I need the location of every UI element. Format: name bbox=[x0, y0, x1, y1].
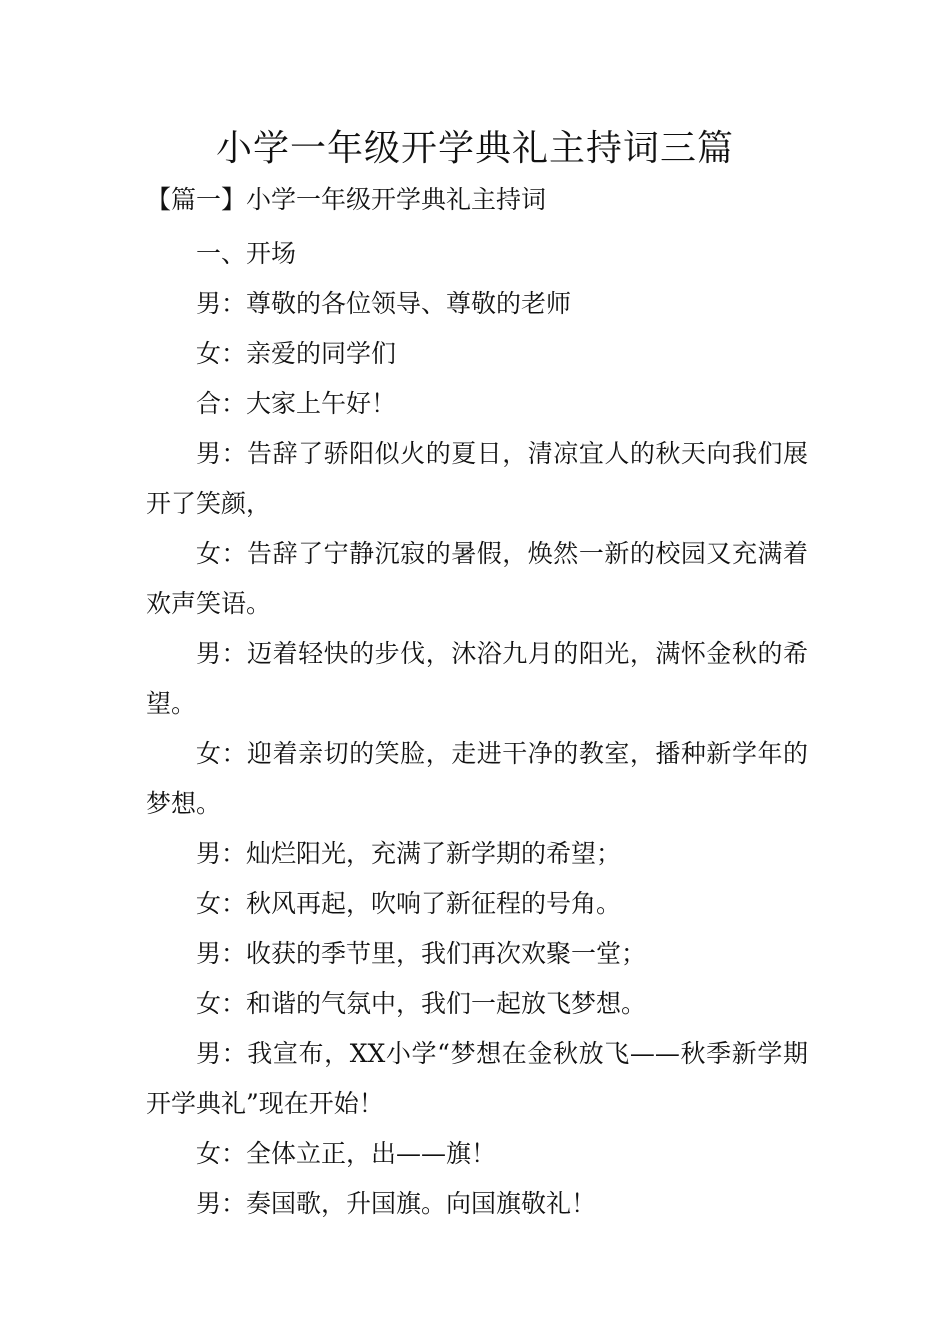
paragraph: 男：迈着轻快的步伐，沐浴九月的阳光，满怀金秋的希望。 bbox=[146, 639, 808, 718]
paragraph: 男：奏国歌，升国旗。向国旗敬礼！ bbox=[196, 1189, 597, 1218]
paragraph: 男：告辞了骄阳似火的夏日，清凉宜人的秋天向我们展开了笑颜， bbox=[146, 439, 808, 518]
paragraph: 合：大家上午好！ bbox=[196, 389, 397, 418]
paragraph: 女：告辞了宁静沉寂的暑假，焕然一新的校园又充满着欢声笑语。 bbox=[146, 539, 808, 618]
paragraph: 男：尊敬的各位领导、尊敬的老师 bbox=[196, 289, 572, 318]
paragraph: 男：灿烂阳光，充满了新学期的希望； bbox=[196, 839, 622, 868]
document-body bbox=[146, 229, 808, 1229]
document-title: 小学一年级开学典礼主持词三篇 bbox=[215, 128, 734, 169]
paragraph: 女：迎着亲切的笑脸，走进干净的教室，播种新学年的梦想。 bbox=[146, 739, 808, 818]
paragraph: 女：全体立正，出——旗！ bbox=[196, 1139, 497, 1168]
paragraph: 女：和谐的气氛中，我们一起放飞梦想。 bbox=[196, 989, 647, 1018]
paragraph: 一、开场 bbox=[196, 239, 297, 268]
section-heading: 【篇一】小学一年级开学典礼主持词 bbox=[146, 185, 547, 214]
paragraph: 女：秋风再起，吹响了新征程的号角。 bbox=[196, 889, 622, 918]
paragraph: 男：收获的季节里，我们再次欢聚一堂； bbox=[196, 939, 647, 968]
paragraph: 男：我宣布，XX小学“梦想在金秋放飞——秋季新学期开学典礼”现在开始！ bbox=[146, 1039, 808, 1118]
paragraph: 女：亲爱的同学们 bbox=[196, 339, 397, 368]
